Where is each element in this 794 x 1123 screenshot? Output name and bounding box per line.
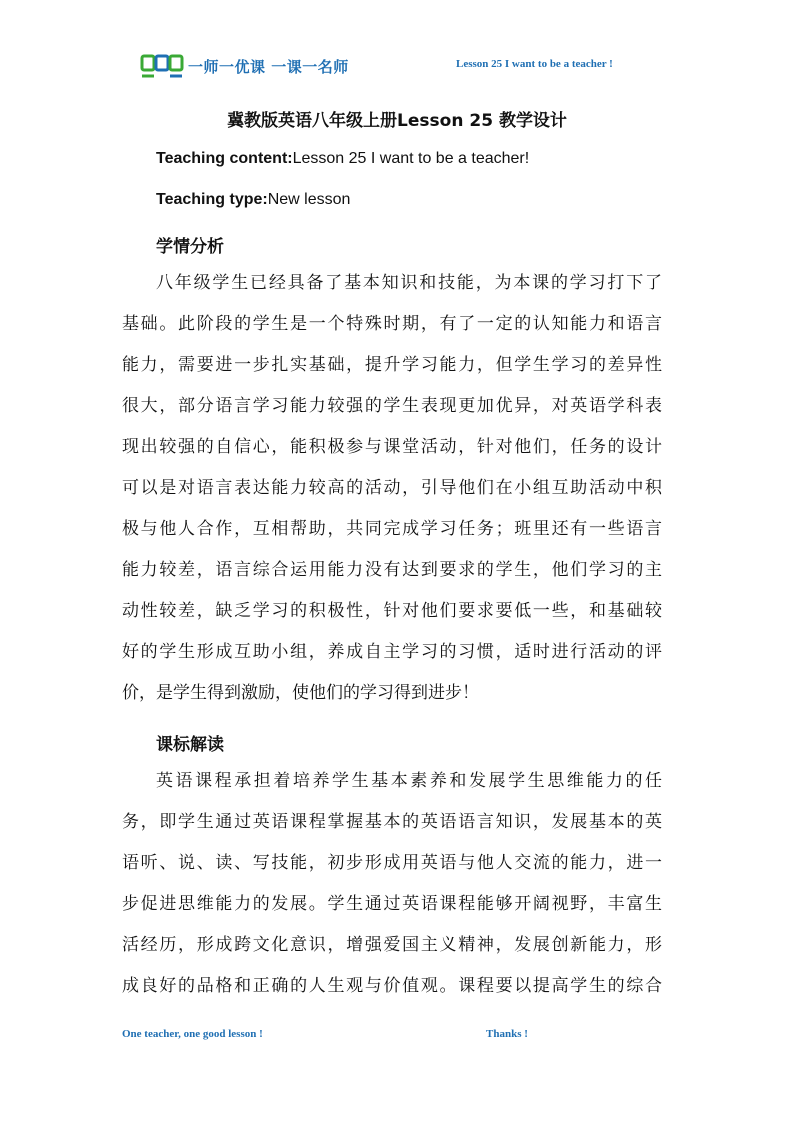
paragraph-line: 价，是学生得到激励，使他们的学习得到进步！ xyxy=(122,683,479,703)
paragraph-line: 能力较差，语言综合运用能力没有达到要求的学生，他们学习的主 xyxy=(122,560,662,580)
paragraph-line: 成良好的品格和正确的人生观与价值观。课程要以提高学生的综合 xyxy=(122,976,662,996)
header-lesson-title: Lesson 25 I want to be a teacher ! xyxy=(456,58,613,70)
teaching-type xyxy=(156,191,350,209)
section-heading-learner-analysis: 学情分析 xyxy=(156,237,224,257)
paragraph-line: 英语课程承担着培养学生基本素养和发展学生思维能力的任 xyxy=(156,771,662,791)
teaching-content-label: Teaching content: xyxy=(156,150,293,167)
paragraph-line: 可以是对语言表达能力较高的活动，引导他们在小组互助活动中积 xyxy=(122,478,662,498)
logo-text: 一师一优课 一课一名师 xyxy=(188,57,349,76)
paragraph-line: 语听、说、读、写技能，初步形成用英语与他人交流的能力，进一 xyxy=(122,853,662,873)
paragraph-line: 八年级学生已经具备了基本知识和技能，为本课的学习打下了 xyxy=(156,273,662,293)
paragraph-line: 步促进思维能力的发展。学生通过英语课程能够开阔视野，丰富生 xyxy=(122,894,662,914)
teaching-content xyxy=(156,150,529,168)
paragraph-line: 活经历，形成跨文化意识，增强爱国主义精神，发展创新能力，形 xyxy=(122,935,662,955)
section-heading-curriculum-standard: 课标解读 xyxy=(156,735,224,755)
paragraph-line: 好的学生形成互助小组，养成自主学习的习惯，适时进行活动的评 xyxy=(122,642,662,662)
paragraph-line: 务，即学生通过英语课程掌握基本的英语语言知识，发展基本的英 xyxy=(122,812,662,832)
paragraph-line: 动性较差，缺乏学习的积极性，针对他们要求要低一些，和基础较 xyxy=(122,601,662,621)
paragraph-line: 基础。此阶段的学生是一个特殊时期，有了一定的认知能力和语言 xyxy=(122,314,662,334)
paragraph-line: 现出较强的自信心，能积极参与课堂活动，针对他们，任务的设计 xyxy=(122,437,662,457)
paragraph-line: 能力，需要进一步扎实基础，提升学习能力，但学生学习的差异性 xyxy=(122,355,662,375)
footer-thanks: Thanks ! xyxy=(486,1028,528,1040)
teaching-content-value: Lesson 25 I want to be a teacher! xyxy=(292,150,530,167)
page-title: 冀教版英语八年级上册Lesson 25 教学设计 xyxy=(227,111,567,131)
footer-slogan: One teacher, one good lesson ! xyxy=(122,1028,263,1040)
header-logo xyxy=(140,52,349,80)
logo-icon xyxy=(140,52,184,80)
teaching-type-value: New lesson xyxy=(267,191,351,208)
paragraph-line: 很大，部分语言学习能力较强的学生表现更加优异，对英语学科表 xyxy=(122,396,662,416)
paragraph-line: 极与他人合作，互相帮助，共同完成学习任务；班里还有一些语言 xyxy=(122,519,662,539)
teaching-type-label: Teaching type: xyxy=(156,191,268,208)
